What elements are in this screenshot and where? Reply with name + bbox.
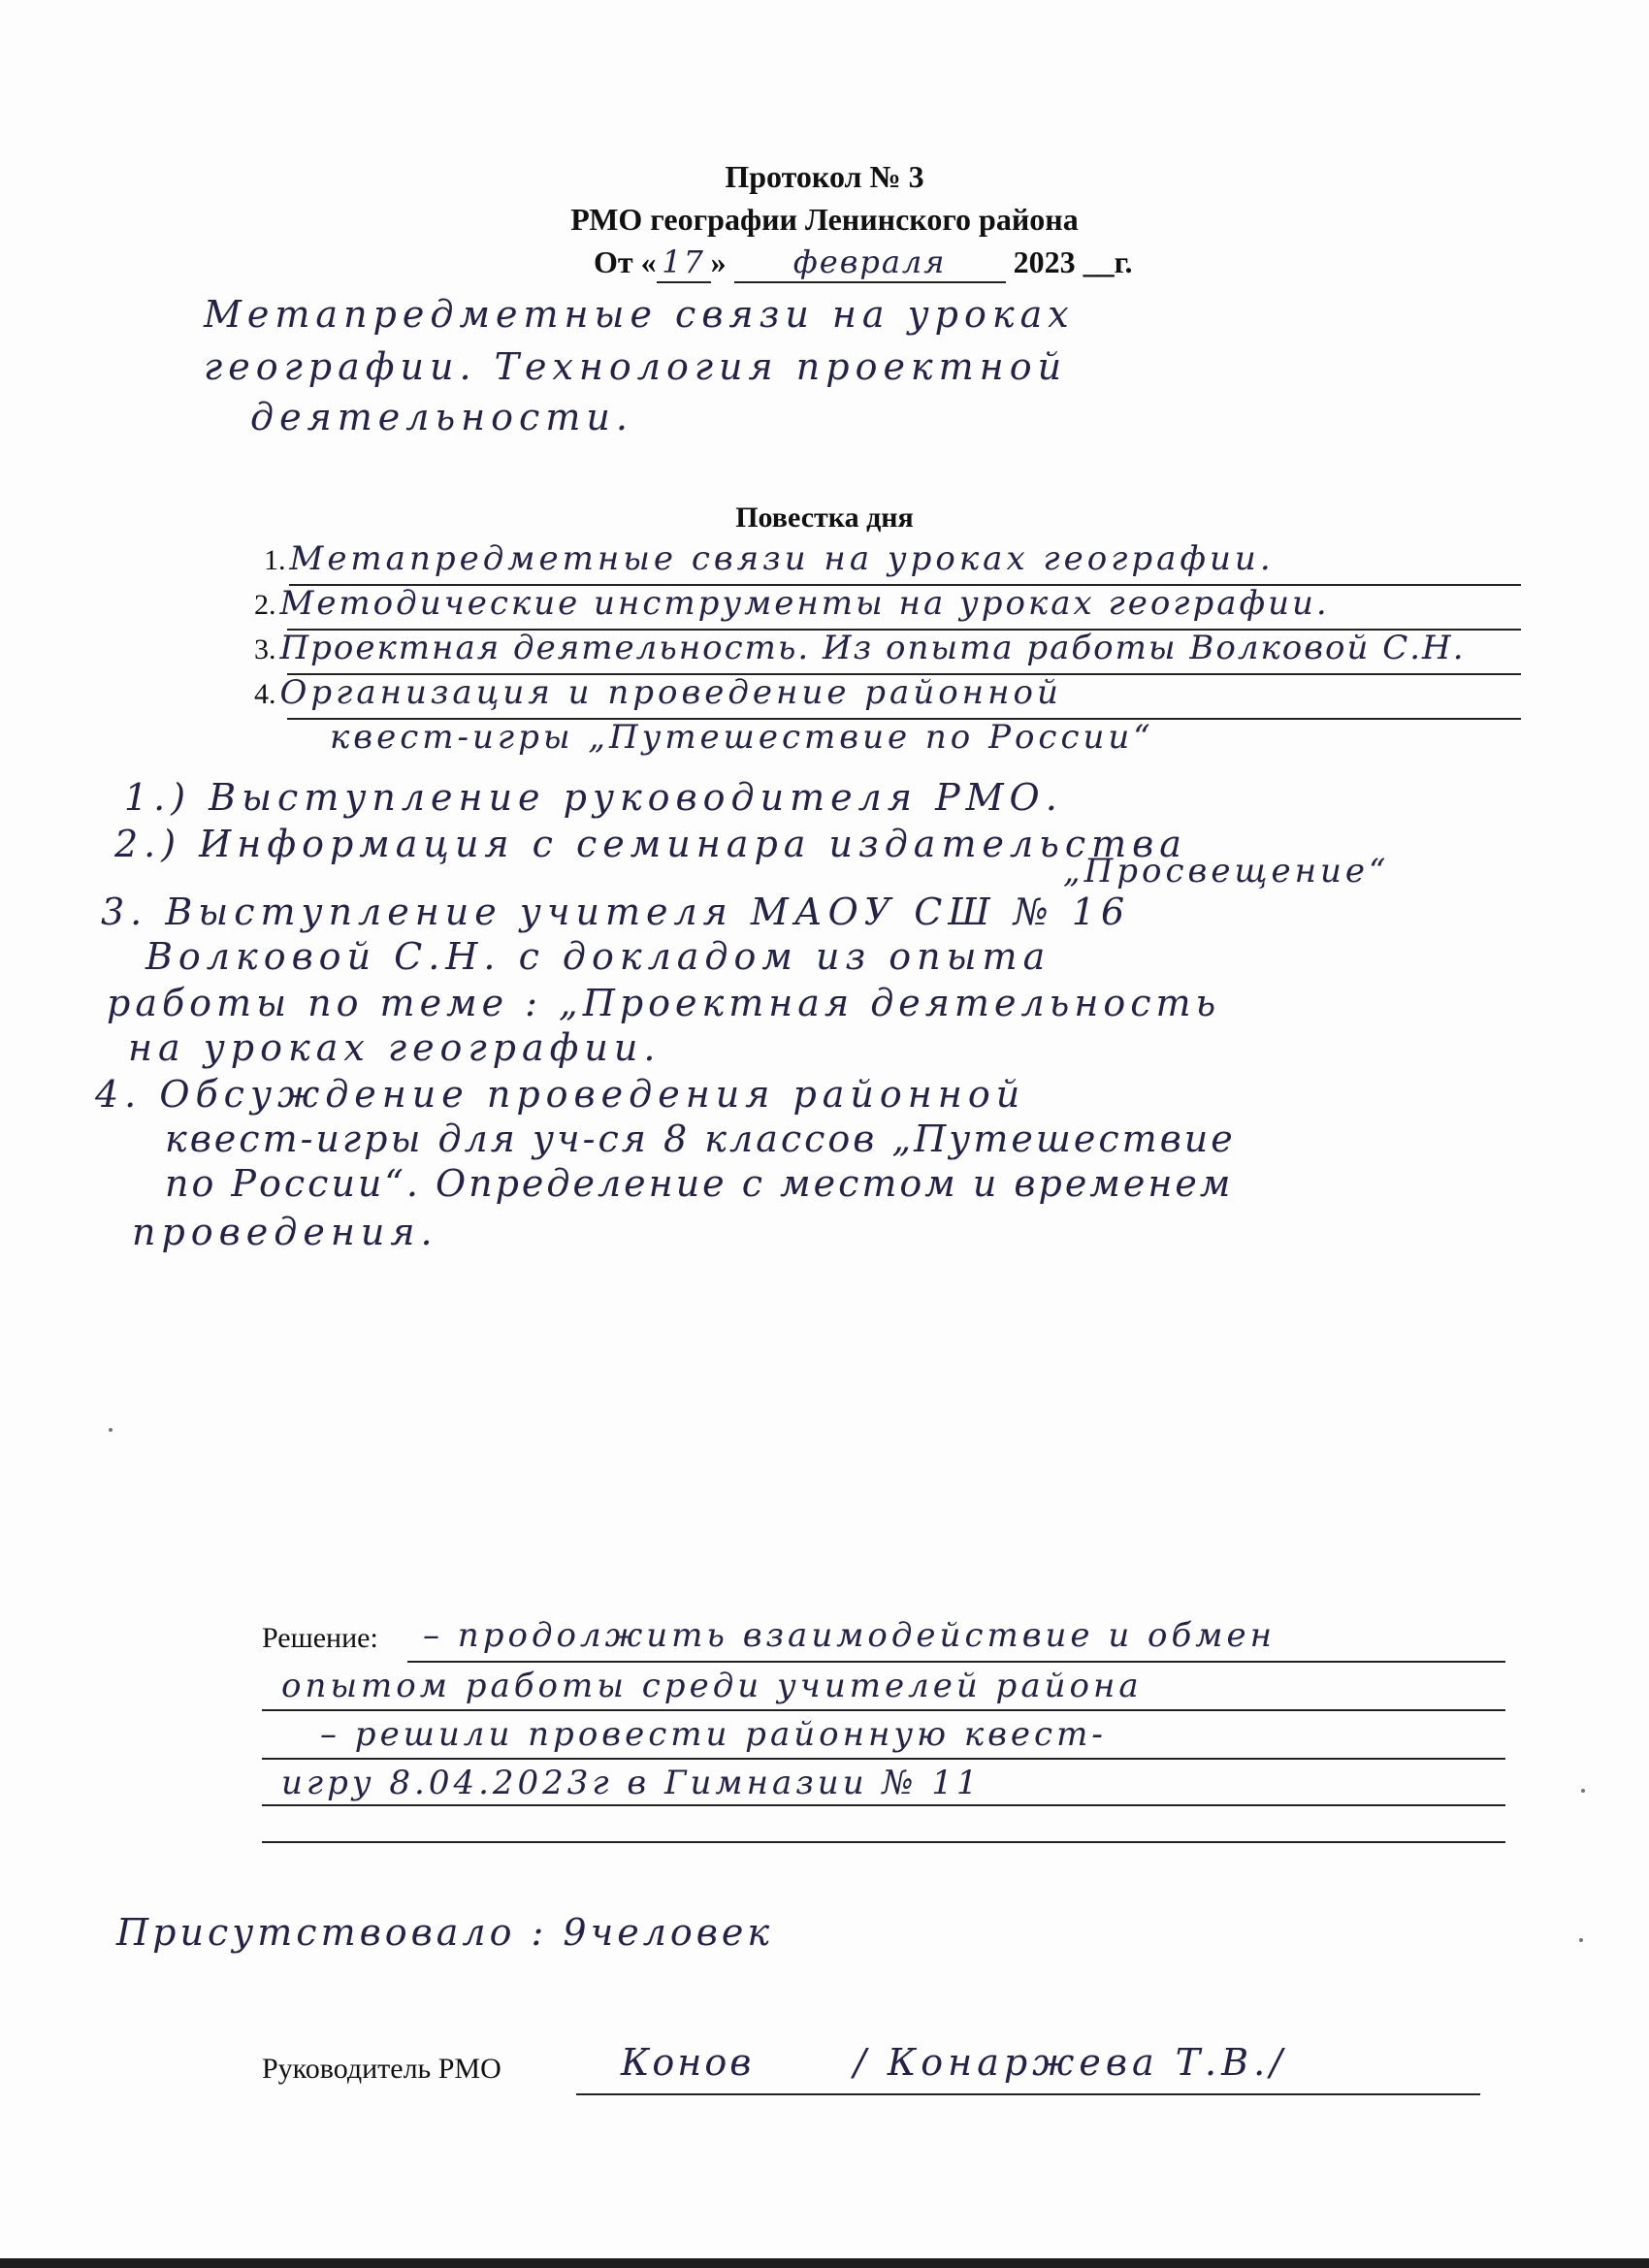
agenda-num: 2. — [254, 589, 276, 621]
agenda-text: Методические инструменты на уроках географии. — [279, 584, 1330, 623]
org-title: РМО географии Ленинского района — [570, 202, 1079, 237]
hearing-line-3: „Просвещение“ — [1063, 852, 1390, 891]
scan-speck — [1581, 1789, 1585, 1793]
agenda-text: Проектная деятельность. Из опыта работы Волковой С.Н. — [279, 629, 1466, 667]
date-year: 2023 — [1013, 244, 1076, 279]
protocol-title: Протокол № 3 — [725, 159, 924, 194]
agenda-num: 3. — [254, 633, 276, 665]
signature-mark: Конов — [621, 2041, 755, 2084]
agenda-heading: Повестка дня — [735, 502, 914, 534]
scan-speck — [1579, 1938, 1583, 1942]
date-suffix: __г. — [1083, 244, 1133, 279]
agenda-item-4-cont: квест-игры „Путешествие по России“ — [330, 718, 1154, 757]
date-month: февраля — [734, 243, 1006, 283]
attendance: Присутствовало : 9человек — [116, 1911, 774, 1954]
hearing-line-9: квест-игры для уч-ся 8 классов „Путешествие — [165, 1118, 1236, 1160]
agenda-text: Организация и проведение районной — [279, 673, 1062, 712]
agenda-text: Метапредметные связи на уроках географии. — [289, 539, 1275, 578]
agenda-item-3 — [254, 629, 1632, 667]
hearing-line-11: проведения. — [132, 1211, 438, 1253]
hearing-line-1: 1.) Выступление руководителя РМО. — [124, 776, 1063, 819]
topic-line-1: Метапредметные связи на уроках — [204, 293, 1075, 336]
scan-bottom-edge — [0, 2258, 1649, 2268]
hearing-line-4: 3. Выступление учителя МАОУ СШ № 16 — [101, 891, 1131, 933]
decision-label: Решение: — [262, 1622, 378, 1654]
signature-name: / Конаржева Т.В./ — [854, 2041, 1287, 2084]
hearing-line-2: 2.) Информация с семинара издательства — [114, 823, 1187, 865]
agenda-num: 1. — [264, 544, 286, 576]
scan-speck — [109, 1428, 113, 1432]
decision-line-1: – продолжить взаимодействие и обмен — [423, 1616, 1276, 1655]
decision-underline-2 — [262, 1709, 1505, 1711]
hearing-line-8: 4. Обсуждение проведения районной — [95, 1073, 1026, 1116]
decision-line-3: – решили провести районную квест- — [320, 1715, 1107, 1754]
signature-label: Руководитель РМО — [262, 2053, 501, 2085]
decision-underline-4 — [262, 1804, 1505, 1806]
date-prefix: От « — [594, 244, 657, 279]
hearing-line-6: работы по теме : „Проектная деятельность — [107, 982, 1221, 1024]
decision-line-2: опытом работы среди учителей района — [281, 1667, 1143, 1705]
agenda-item-2 — [254, 584, 1525, 623]
decision-line-4: игру 8.04.2023г в Гимназии № 11 — [281, 1764, 982, 1802]
date-day: 17 — [657, 243, 711, 283]
decision-underline-5 — [262, 1841, 1505, 1843]
hearing-line-7: на уроках географии. — [128, 1026, 662, 1069]
hearing-line-10: по России“. Определение с местом и временем — [165, 1162, 1234, 1205]
protocol-date — [594, 243, 1133, 283]
agenda-item-4 — [254, 673, 1525, 712]
topic-line-2: географии. Технология проектной — [204, 345, 1068, 388]
decision-underline-3 — [262, 1758, 1505, 1760]
signature-underline — [576, 2093, 1480, 2095]
hearing-line-5: Волковой С.Н. с докладом из опыта — [146, 935, 1051, 978]
agenda-item-1 — [264, 539, 1525, 578]
topic-line-3: деятельности. — [250, 396, 633, 438]
decision-underline-1 — [407, 1661, 1505, 1663]
date-mid: » — [710, 244, 727, 279]
agenda-num: 4. — [254, 678, 276, 710]
